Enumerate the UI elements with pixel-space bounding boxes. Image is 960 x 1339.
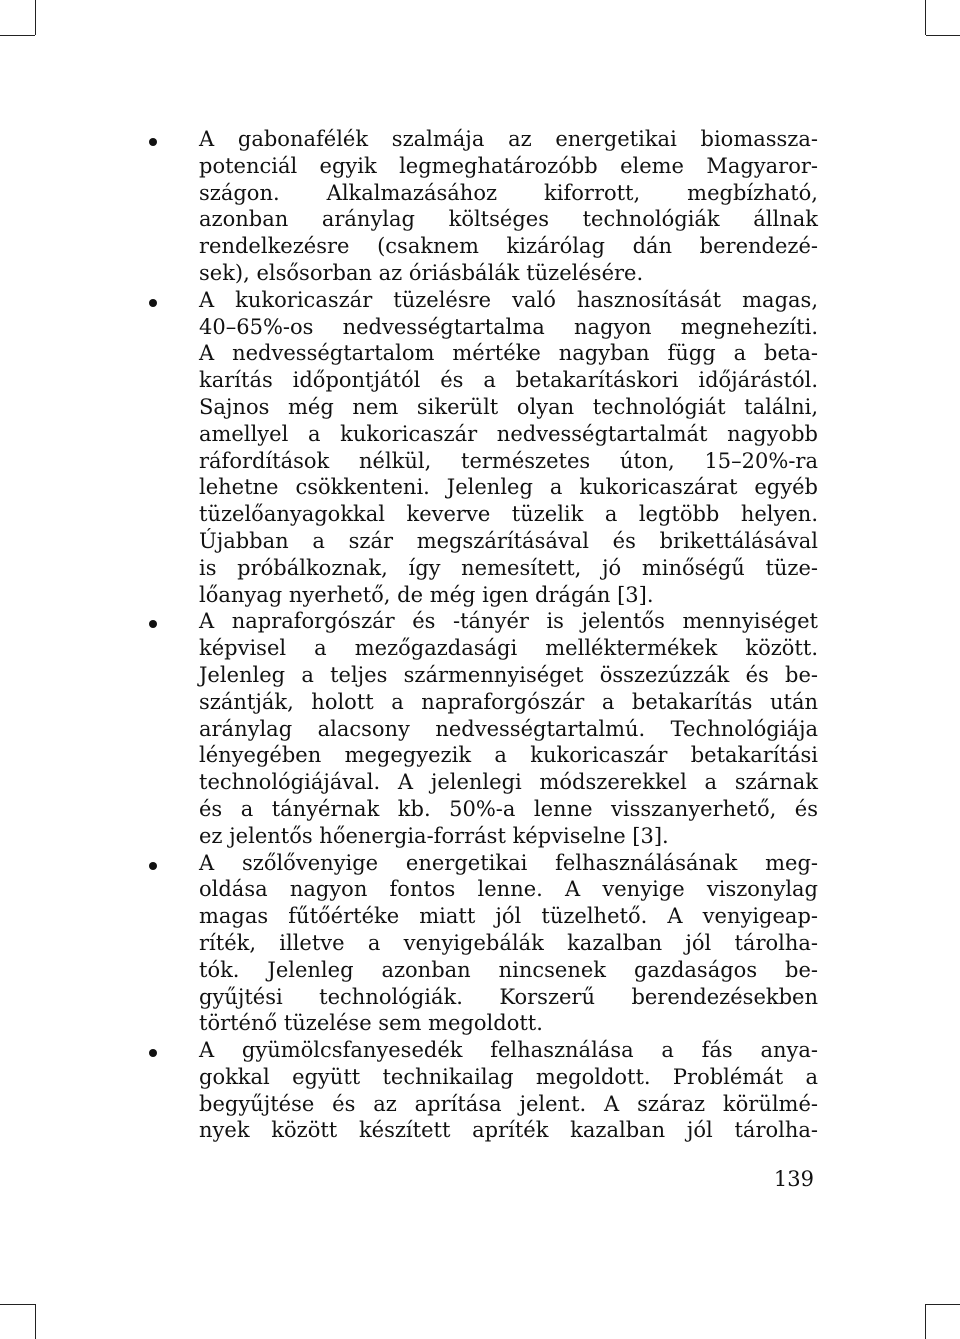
text-line: szágon. Alkalmazásához kiforrott, megbízható, — [199, 180, 818, 205]
crop-mark-bottom-left-horizontal — [0, 1304, 35, 1305]
text-line: A nedvességtartalom mértéke nagyban függ a beta- — [199, 341, 818, 366]
bullet-dot-icon — [149, 620, 157, 628]
text-line: tók. Jelenleg azonban nincsenek gazdaságos be- — [199, 957, 818, 982]
crop-mark-bottom-right-vertical — [925, 1304, 926, 1339]
bullet-dot-icon — [149, 862, 157, 870]
text-line: tüzelőanyagokkal keverve tüzelik a legtöbb helyen. — [199, 502, 818, 527]
text-line: begyűjtése és az aprítása jelent. A száraz körülmé- — [199, 1091, 818, 1116]
text-line: A szőlővenyige energetikai felhasználásának meg- — [199, 850, 818, 875]
text-line: nyek között készített apríték kazalban jól tárolha- — [199, 1118, 818, 1143]
text-line: azonban aránylag költséges technológiák állnak — [199, 207, 818, 232]
text-line: képvisel a mezőgazdasági melléktermékek között. — [199, 636, 818, 661]
bullet-paragraph — [146, 608, 818, 849]
text-line: is próbálkoznak, így nemesített, jó minőségű tüze- — [199, 555, 818, 580]
text-line: Sajnos még nem sikerült olyan technológiát találni, — [199, 394, 818, 419]
text-line: technológiájával. A jelenlegi módszerekkel a szárnak — [199, 770, 818, 795]
text-line: lehetne csökkenteni. Jelenleg a kukoricaszárat egyéb — [199, 475, 818, 500]
bullet-dot-icon — [149, 1049, 157, 1057]
text-line: ríték, illetve a venyigebálák kazalban jól tárolha- — [199, 930, 818, 955]
text-line: történő tüzelése sem megoldott. — [199, 1011, 543, 1036]
bullet-paragraph — [146, 1037, 818, 1144]
text-line: magas fűtőértéke miatt jól tüzelhető. A venyigeap- — [199, 904, 818, 929]
text-line: aránylag alacsony nedvességtartalmú. Technológiája — [199, 716, 818, 741]
bullet-dot-icon — [149, 299, 157, 307]
page-number: 139 — [773, 1167, 814, 1191]
crop-mark-top-left-vertical — [35, 0, 36, 35]
bullet-paragraph — [146, 126, 818, 287]
text-line: és a tányérnak kb. 50%-a lenne visszanyerhető, és — [199, 796, 818, 821]
text-line: szántják, holott a napraforgószár a betakarítás után — [199, 689, 818, 714]
text-line: potenciál egyik legmeghatározóbb eleme Magyaror- — [199, 153, 818, 178]
text-line: oldása nagyon fontos lenne. A venyige viszonylag — [199, 877, 818, 902]
bullet-paragraph — [146, 287, 818, 609]
bullet-list — [146, 126, 818, 1144]
text-line: lényegében megegyezik a kukoricaszár betakarítási — [199, 743, 818, 768]
text-line: sek), elsősorban az óriásbálák tüzelésére. — [199, 260, 644, 285]
text-line: A kukoricaszár tüzelésre való hasznosítását magas, — [199, 287, 818, 312]
text-line: 40–65%-os nedvességtartalma nagyon megnehezíti. — [199, 314, 818, 339]
crop-mark-bottom-left-vertical — [35, 1304, 36, 1339]
text-line: amellyel a kukoricaszár nedvességtartalmát nagyobb — [199, 421, 818, 446]
text-line: Újabban a szár megszárításával és brikettálásával — [199, 528, 818, 553]
text-line: A napraforgószár és -tányér is jelentős mennyiséget — [199, 609, 818, 634]
crop-mark-top-right-vertical — [925, 0, 926, 35]
crop-mark-top-left-horizontal — [0, 35, 35, 36]
text-line: A gabonafélék szalmája az energetikai biomassza- — [199, 127, 818, 151]
crop-mark-bottom-right-horizontal — [926, 1304, 960, 1305]
text-line: ráfordítások nélkül, természetes úton, 15–20%-ra — [199, 448, 818, 473]
text-line: rendelkezésre (csaknem kizárólag dán berendezé- — [199, 234, 818, 259]
text-line: ez jelentős hőenergia-forrást képviselne [3]. — [199, 823, 669, 848]
bullet-dot-icon — [149, 138, 157, 146]
crop-mark-top-right-horizontal — [926, 35, 960, 36]
page-body — [146, 126, 818, 1144]
text-line: lőanyag nyerhető, de még igen drágán [3]. — [199, 582, 654, 607]
text-line: A gyümölcsfanyesedék felhasználása a fás anya- — [199, 1038, 818, 1063]
bullet-paragraph — [146, 850, 818, 1038]
text-line: Jelenleg a teljes szármennyiséget összezúzzák és be- — [199, 662, 818, 687]
text-line: gokkal együtt technikailag megoldott. Problémát a — [199, 1064, 818, 1089]
text-line: karítás időpontjától és a betakarításkori időjárástól. — [199, 368, 818, 393]
text-line: gyűjtési technológiák. Korszerű berendezésekben — [199, 984, 818, 1009]
